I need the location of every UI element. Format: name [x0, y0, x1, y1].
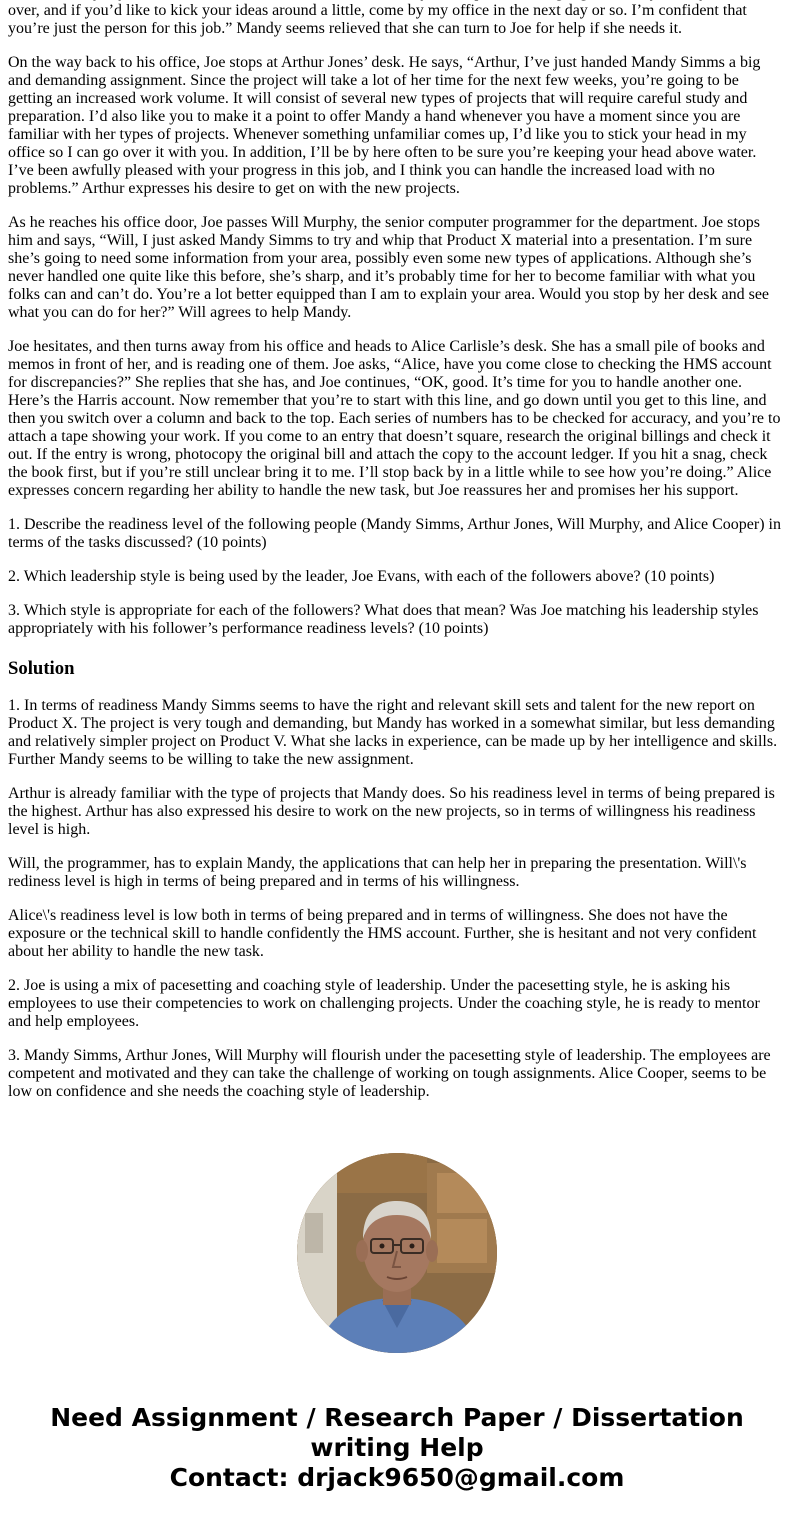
author-portrait-image	[297, 1153, 497, 1353]
solution-paragraph-4: Alice\'s readiness level is low both in terms of being prepared and in terms of willingness. She does not have the exposure or the technical skill to handle confidently the HMS account. Further, she is hesitant and not very confident about her ability to handle the new task.	[8, 907, 757, 960]
article-body	[8, 0, 784, 1117]
contact-banner	[0, 1403, 794, 1493]
question-1: 1. Describe the readiness level of the following people (Mandy Simms, Arthur Jones, Will Murphy, and Alice Cooper) in terms of the tasks discussed? (10 points)	[8, 516, 781, 551]
solution-heading: Solution	[8, 658, 75, 679]
question-3: 3. Which style is appropriate for each of the followers? What does that mean? Was Joe matching his leadership styles appropriately with his follower’s performance readiness levels? (10 points)	[8, 602, 759, 637]
question-2: 2. Which leadership style is being used by the leader, Joe Evans, with each of the followers above? (10 points)	[8, 568, 715, 585]
story-paragraph-4: Joe hesitates, and then turns away from his office and heads to Alice Carlisle’s desk. She has a small pile of books and memos in front of her, and is reading one of them. Joe asks, “Alice, have you come close to checking the HMS account for discrepancies?” She replies that she has, and Joe continues, “OK, good. It’s time for you to handle another one. Here’s the Harris account. Now remember that you’re to start with this line, and go down until you get to this line, and then you switch over a column and back to the top. Each series of numbers has to be checked for accuracy, and you’re to attach a tape showing your work. If you come to an entry that doesn’t square, research the original billings and check it out. If the entry is wrong, photocopy the original bill and attach the copy to the account ledger. If you hit a snag, check the book first, but if you’re still unclear bring it to me. I’ll stop back by in a little while to see how you’re doing.” Alice expresses concern regarding her ability to handle the new task, but Joe reassures her and promises her his support.	[8, 338, 781, 499]
solution-paragraph-5: 2. Joe is using a mix of pacesetting and coaching style of leadership. Under the pacesetting style, he is asking his employees to use their competencies to work on challenging projects. Under the coaching style, he is ready to mentor and help employees.	[8, 977, 760, 1030]
contact-banner-line-1: Need Assignment / Research Paper / Dissertation	[50, 1403, 744, 1432]
solution-paragraph-1: 1. In terms of readiness Mandy Simms seems to have the right and relevant skill sets and talent for the new report on Product X. The project is very tough and demanding, but Mandy has worked in a somewhat similar, but less demanding and relatively simpler project on Product V. What she lacks in experience, can be made up by her intelligence and skills. Further Mandy seems to be willing to take the new assignment.	[8, 697, 778, 768]
story-paragraph-3: As he reaches his office door, Joe passes Will Murphy, the senior computer programmer for the department. Joe stops him and says, “Will, I just asked Mandy Simms to try and whip that Product X material into a presentation. I’m sure she’s going to need some information from your area, possibly even some new types of applications. Although she’s never handled one quite like this before, she’s sharp, and it’s probably time for her to become familiar with what you folks can and can’t do. You’re a lot better equipped than I am to explain your area. Would you stop by her desk and see what you can do for her?” Will agrees to help Mandy.	[8, 214, 770, 321]
contact-email: Contact: drjack9650@gmail.com	[169, 1463, 625, 1492]
story-paragraph-2: On the way back to his office, Joe stops at Arthur Jones’ desk. He says, “Arthur, I’ve just handed Mandy Simms a big and demanding assignment. Since the project will take a lot of her time for the next few weeks, you’re going to be getting an increased work volume. It will consist of several new types of projects that will require careful study and preparation. I’d also like you to make it a point to offer Mandy a hand whenever you have a moment since you are familiar with her types of projects. Whenever something unfamiliar comes up, I’d like you to stick your head in my office so I can go over it with you. In addition, I’ll be by here often to be sure you’re keeping your head above water. I’ve been awfully pleased with your progress in this job, and I think you can handle the increased load with no problems.” Arthur expresses his desire to get on with the new projects.	[8, 54, 761, 197]
story-paragraph-1: over, and if you’d like to kick your ideas around a little, come by my office in the next day or so. I’m confident that you’re just the person for this job.” Mandy seems relieved that she can turn to Joe for help if she needs it.	[8, 2, 747, 37]
contact-banner-line-2: writing Help	[310, 1433, 484, 1462]
solution-paragraph-2: Arthur is already familiar with the type of projects that Mandy does. So his readiness level in terms of being prepared is the highest. Arthur has also expressed his desire to work on the new projects, so in terms of willingness his readiness level is high.	[8, 785, 775, 838]
author-avatar	[297, 1153, 497, 1353]
solution-paragraph-6: 3. Mandy Simms, Arthur Jones, Will Murphy will flourish under the pacesetting style of leadership. The employees are competent and motivated and they can take the challenge of working on tough assignments. Alice Cooper, seems to be low on confidence and she needs the coaching style of leadership.	[8, 1047, 771, 1100]
solution-paragraph-3: Will, the programmer, has to explain Mandy, the applications that can help her in preparing the presentation. Will\'s rediness level is high in terms of being prepared and in terms of his willingness.	[8, 855, 747, 890]
